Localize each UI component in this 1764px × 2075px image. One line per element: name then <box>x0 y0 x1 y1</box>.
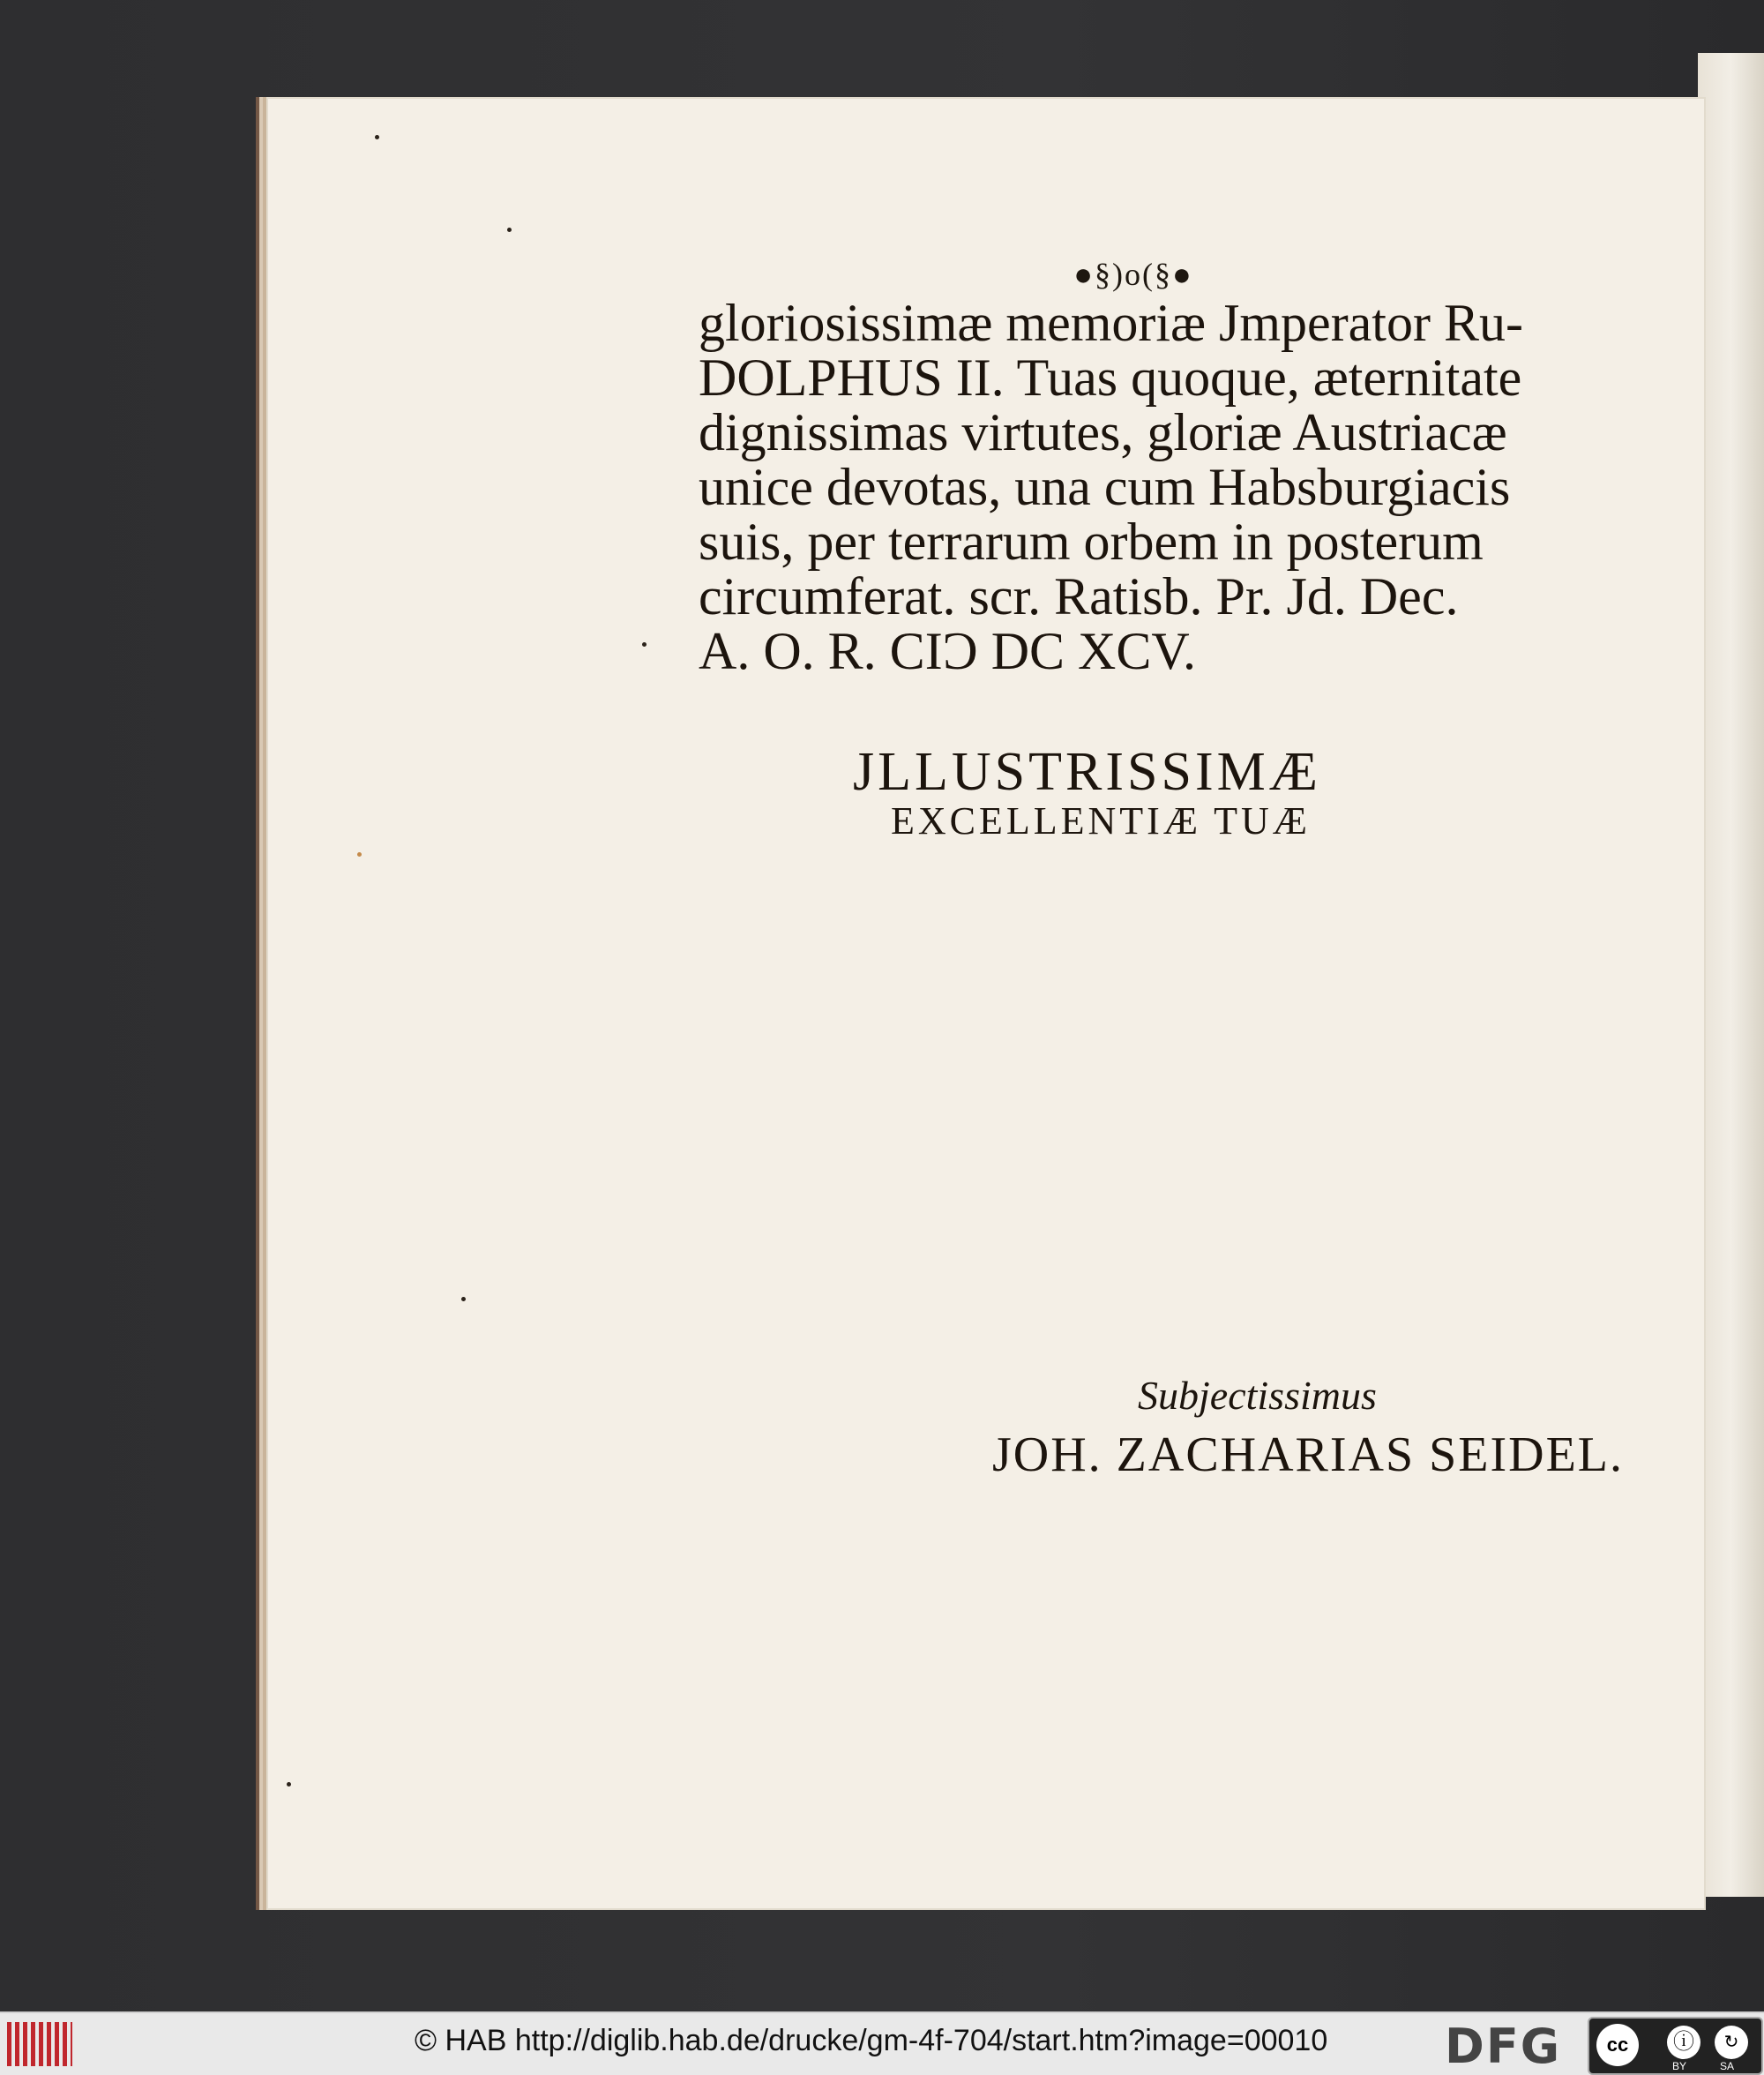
paper-speck <box>507 228 512 232</box>
signature-salutation: Subjectissimus <box>1138 1373 1377 1418</box>
body-text <box>699 296 1572 678</box>
cc-icon: cc <box>1596 2024 1639 2066</box>
by-label: BY <box>1672 2060 1687 2072</box>
paper-speck <box>287 1782 291 1787</box>
signature-name: JOH. ZACHARIAS SEIDEL. <box>992 1427 1624 1482</box>
page-ornament: ●§)o(§● <box>1073 257 1193 292</box>
body-line: suis, per terrarum orbem in posterum <box>699 513 1484 571</box>
sa-label: SA <box>1720 2060 1735 2072</box>
footer-bar <box>0 2011 1764 2075</box>
body-line: unice devotas, una cum Habsburgiacis <box>699 458 1511 516</box>
source-caption: © HAB http://diglib.hab.de/drucke/gm-4f-704/start.htm?image=00010 <box>415 2024 1328 2057</box>
body-line: gloriosissimæ memoriæ Jmperator Ru- <box>699 294 1523 352</box>
share-alike-icon: ↻ <box>1715 2026 1748 2059</box>
body-line: A. O. R. CIƆ DC XCV. <box>699 622 1196 680</box>
body-line: DOLPHUS II. Tuas quoque, æternitate <box>699 348 1522 407</box>
closing-line: JLLUSTRISSIMÆ <box>853 742 1321 802</box>
dfg-logo: DFG <box>1445 2019 1562 2074</box>
paper-speck <box>357 852 362 857</box>
paper-speck <box>375 135 379 139</box>
cc-license-badge[interactable] <box>1588 2017 1763 2075</box>
body-line: circumferat. scr. Ratisb. Pr. Jd. Dec. <box>699 567 1459 625</box>
hab-logo <box>7 2022 72 2066</box>
facing-page-edge <box>1698 53 1764 1897</box>
closing-line: EXCELLENTIÆ TUÆ <box>891 799 1311 843</box>
paper-speck <box>642 642 647 647</box>
paper-speck <box>461 1297 466 1301</box>
body-line: dignissimas virtutes, gloriæ Austriacæ <box>699 403 1507 461</box>
attribution-icon: ⓘ <box>1667 2026 1700 2059</box>
